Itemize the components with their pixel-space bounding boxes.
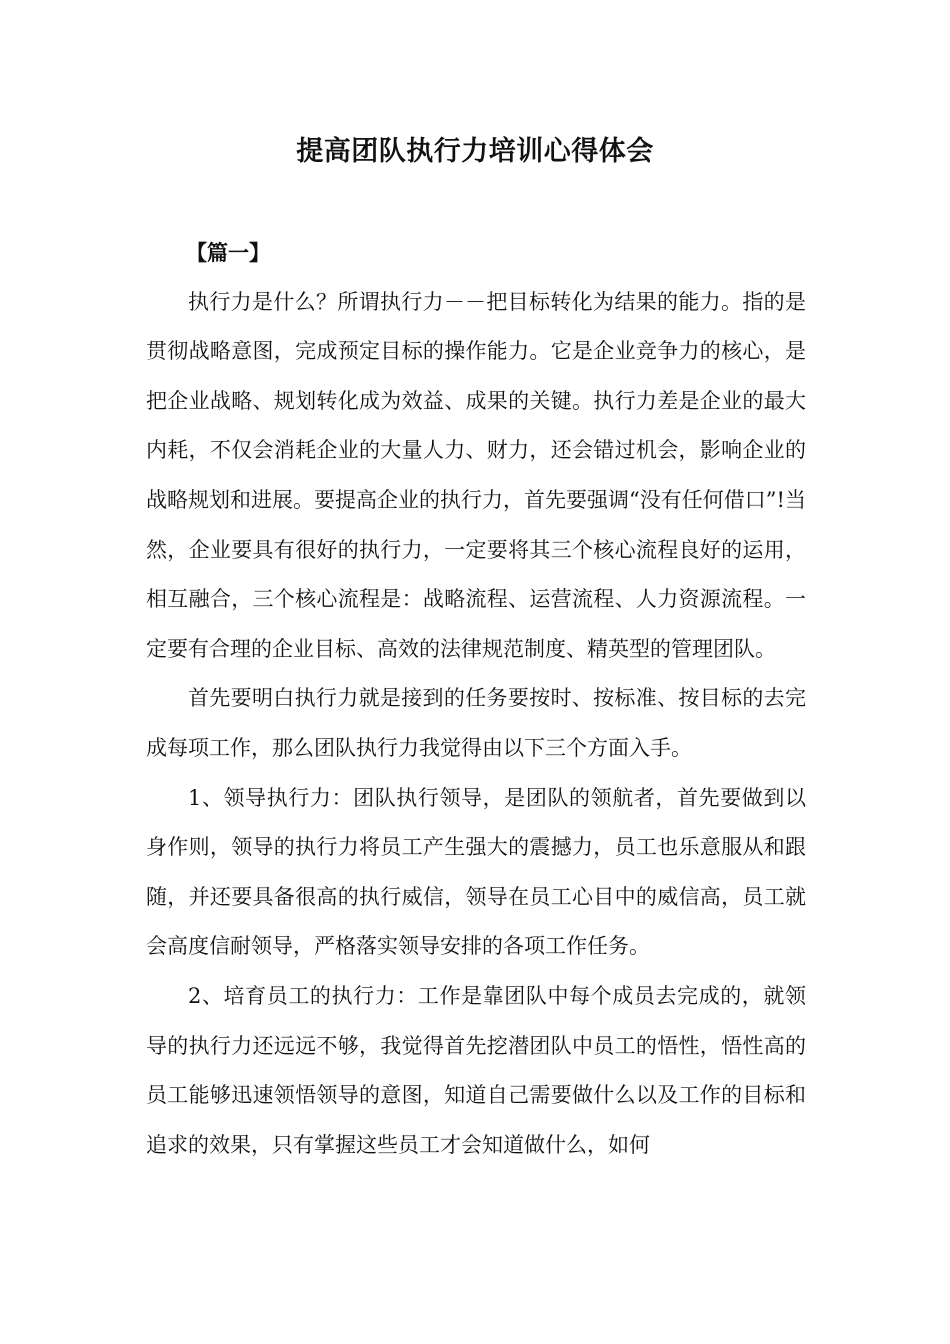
paragraph-3: 1、领导执行力：团队执行领导，是团队的领航者，首先要做到以身作则，领导的执行力将员工产生强大的震撼力，员工也乐意服从和跟随，并还要具备很高的执行威信，领导在员工心目中的威信高，员工就会高度信耐领导，严格落实领导安排的各项工作任务。: [146, 785, 806, 959]
document-body: [146, 228, 806, 1170]
section-label: 【篇一】: [186, 240, 270, 265]
paragraph-4: 2、培育员工的执行力：工作是靠团队中每个成员去完成的，就领导的执行力还远远不够，我觉得首先挖潜团队中员工的悟性，悟性高的员工能够迅速领悟领导的意图，知道自己需要做什么以及工作的目标和追求的效果，只有掌握这些员工才会知道做什么，如何: [146, 983, 806, 1157]
document-title: 提高团队执行力培训心得体会: [296, 136, 654, 167]
paragraph-2: 首先要明白执行力就是接到的任务要按时、按标准、按目标的去完成每项工作，那么团队执行力我觉得由以下三个方面入手。: [146, 686, 806, 760]
paragraph-1: 执行力是什么？所谓执行力－－把目标转化为结果的能力。指的是贯彻战略意图，完成预定目标的操作能力。它是企业竞争力的核心，是把企业战略、规划转化成为效益、成果的关键。执行力差是企业的最大内耗，不仅会消耗企业的大量人力、财力，还会错过机会，影响企业的战略规划和进展。要提高企业的执行力，首先要强调“没有任何借口”!当然，企业要具有很好的执行力，一定要将其三个核心流程良好的运用，相互融合，三个核心流程是：战略流程、运营流程、人力资源流程。一定要有合理的企业目标、高效的法律规范制度、精英型的管理团队。: [146, 289, 806, 661]
